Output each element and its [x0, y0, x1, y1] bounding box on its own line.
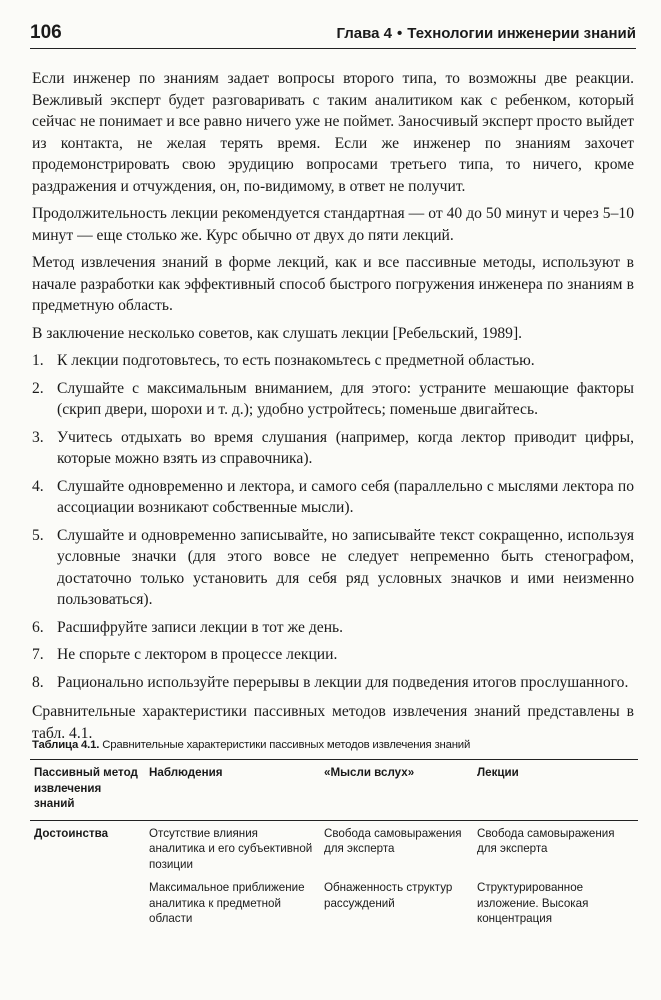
table-cell: Максимальное приближение аналитика к предметной области — [149, 881, 305, 925]
list-item — [32, 525, 634, 611]
table-caption — [32, 737, 636, 753]
table-header-cell: Пассивный метод извлечения знаний — [30, 760, 145, 821]
header-bullet: • — [397, 25, 403, 42]
list-number: 2. — [32, 379, 44, 397]
table-row — [30, 820, 638, 878]
list-text: Слушайте и одновременно записывайте, но записывайте текст сокращенно, используя условные значки (для этого вовсе не следует непременно быть стенографом, достаточно только установить для себя ряд условных значков и ими неизменно пользоваться). — [57, 526, 634, 608]
table-caption-text: Сравнительные характеристики пассивных методов извлечения знаний — [102, 739, 471, 751]
list-item — [32, 350, 634, 372]
table-cell: Свобода самовыражения для эксперта — [477, 826, 615, 855]
chapter-label: Глава 4 — [336, 25, 393, 42]
list-text: Не спорьте с лектором в процессе лекции. — [57, 646, 338, 663]
list-item — [32, 644, 634, 666]
list-text: Слушайте с максимальным вниманием, для этого: устраните мешающие факторы (скрип двери, шорохи и т. д.); удобно устройтесь; поменьше двигайтесь. — [57, 379, 634, 418]
table-header-cell: Наблюдения — [145, 760, 320, 821]
list-text: Рационально используйте перерывы в лекции для подведения итогов прослушанного. — [57, 673, 629, 691]
table-cell: Свобода самовыражения для эксперта — [324, 826, 462, 855]
table-cell: Обнаженность структур рассуждений — [324, 881, 453, 910]
table-row-label — [30, 878, 145, 933]
list-number: 1. — [32, 352, 44, 369]
list-number: 3. — [32, 428, 44, 446]
list-item — [32, 427, 634, 470]
paragraph: Метод извлечения знаний в форме лекций, как и все пассивные методы, используют в начале разработки как эффективный способ быстрого погружения инженера по знаниям в предметную область. — [32, 254, 634, 314]
list-number: 6. — [32, 618, 44, 636]
chapter-title: Технологии инженерии знаний — [407, 25, 636, 42]
list-number: 7. — [32, 646, 44, 663]
advice-list — [32, 350, 634, 693]
paragraph: В заключение несколько советов, как слушать лекции [Ребельский, 1989]. — [32, 324, 523, 342]
comparison-table — [30, 759, 638, 933]
table-header-cell: «Мысли вслух» — [320, 760, 473, 821]
paragraph: Продолжительность лекции рекомендуется стандартная — от 40 до 50 минут и через 5–10 минут — еще столько же. Курс обычно от двух до пяти лекций. — [32, 205, 634, 244]
list-number: 4. — [32, 477, 44, 495]
table-header-row — [30, 760, 638, 821]
list-text: Слушайте одновременно и лектора, и самого себя (параллельно с мыслями лектора по ассоциации возникают собственные мысли). — [57, 477, 634, 516]
list-item — [32, 672, 634, 694]
list-text: Учитесь отдыхать во время слушания (например, когда лектор приводит цифры, которые можно взять из справочника). — [57, 428, 634, 467]
list-text: К лекции подготовьтесь, то есть познакомьтесь с предметной областью. — [57, 352, 535, 369]
closing-paragraph: Сравнительные характеристики пассивных методов извлечения знаний представлены в табл. 4.1. — [32, 703, 634, 742]
page-header — [30, 22, 636, 49]
table-header-cell: Лекции — [473, 760, 638, 821]
list-item — [32, 476, 634, 519]
table-cell: Структурированное изложение. Высокая концентрация — [477, 881, 589, 925]
list-number: 8. — [32, 673, 44, 691]
table-caption-label: Таблица 4.1. — [32, 739, 100, 751]
paragraph: Если инженер по знаниям задает вопросы второго типа, то возможны две реакции. Вежливый эксперт будет разговаривать с таким аналитиком как с ребенком, который сейчас не понимает и все равно ничего уже не поймет. Заносчивый эксперт просто выйдет из контакта, не желая терять время. Если же инженер по знаниям захочет продемонстрировать свою эрудицию вопросами третьего типа, то ничего, кроме раздражения и отчуждения, он, по-видимому, в ответ не получит. — [32, 70, 634, 195]
list-item — [32, 617, 634, 639]
list-item — [32, 378, 634, 421]
running-head — [337, 25, 636, 42]
table-cell: Отсутствие влияния аналитика и его субъективной позиции — [149, 826, 313, 871]
list-text: Расшифруйте записи лекции в тот же день. — [57, 618, 344, 636]
page-number: 106 — [30, 22, 62, 43]
body-text — [32, 68, 634, 750]
list-number: 5. — [32, 526, 44, 544]
table-row-label: Достоинства — [34, 826, 109, 840]
table-row — [30, 878, 638, 933]
